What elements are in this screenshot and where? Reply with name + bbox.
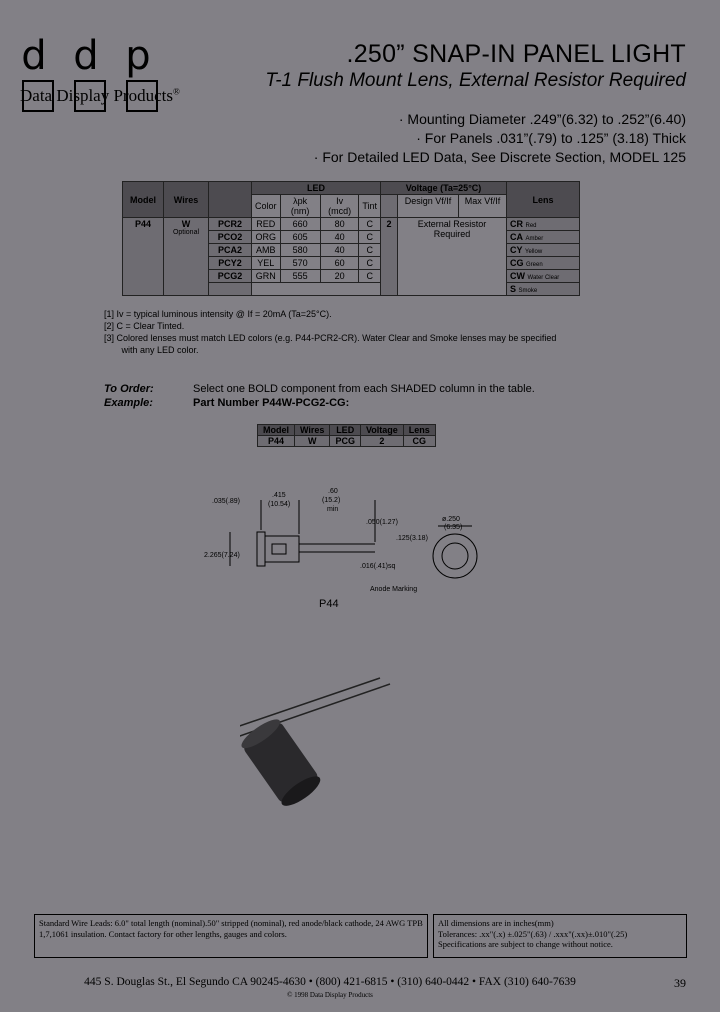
- bullet-led-data: · For Detailed LED Data, See Discrete Section, MODEL 125: [313, 149, 686, 165]
- cell-tint-2: C: [359, 244, 381, 257]
- page-title: .250” SNAP-IN PANEL LIGHT: [346, 40, 686, 68]
- anode-marking-label: Anode Marking: [370, 586, 418, 593]
- cell-wires: [164, 218, 209, 296]
- dim-2265: 2.265(7.24): [204, 552, 240, 559]
- example-label: Example:: [104, 397, 153, 409]
- tol-line-3: Specifications are subject to change without notice.: [438, 939, 613, 949]
- footer-copyright: © 1998 Data Display Products: [287, 991, 373, 999]
- cell-lens-3: CG Green: [507, 257, 580, 270]
- cell-wires-value: W: [181, 219, 191, 229]
- ex-led: PCG: [330, 436, 361, 447]
- ex-th-led: LED: [330, 425, 361, 436]
- lamp-body-shape: [265, 536, 299, 562]
- th-design: Design Vf/If: [398, 195, 459, 218]
- cell-voltage-text: External Resistor Required: [398, 218, 507, 296]
- note-3: [3] Colored lenses must match LED colors (e.g. P44-PCR2-CR). Water Clear and Smoke lenses may be specified: [104, 333, 557, 343]
- cell-tint-0: C: [359, 218, 381, 231]
- page-subtitle: T-1 Flush Mount Lens, External Resistor Required: [265, 70, 686, 91]
- cell-led-empty: [252, 283, 381, 296]
- example-table: [257, 424, 436, 447]
- cell-led-code-3: PCY2: [209, 257, 252, 270]
- ex-th-lens: Lens: [403, 425, 435, 436]
- ex-th-voltage: Voltage: [360, 425, 403, 436]
- flange-shape: [257, 532, 265, 566]
- dim-415: .415: [272, 492, 286, 499]
- note-2: [2] C = Clear Tinted.: [104, 321, 185, 331]
- cell-led-code-4: PCG2: [209, 270, 252, 283]
- th-wires: Wires: [164, 182, 209, 218]
- cell-iv-2: 40: [320, 244, 359, 257]
- ex-model: P44: [258, 436, 295, 447]
- lamp-end-view-shape: [433, 534, 477, 578]
- th-voltage: Voltage (Ta=25°C): [381, 182, 507, 195]
- dim-min: min: [327, 506, 339, 513]
- tolerances-note: [433, 914, 687, 958]
- brand-name: [20, 86, 180, 106]
- logo-letter-d1: d: [21, 33, 47, 79]
- cell-lpk-2: 580: [280, 244, 320, 257]
- dim-250: ø.250: [442, 516, 460, 523]
- product-photo: [240, 668, 410, 808]
- cell-lpk-1: 605: [280, 231, 320, 244]
- footer-address: 445 S. Douglas St., El Segundo CA 90245-4630 • (800) 421-6815 • (310) 640-0442 • FAX (310) 640-7639: [84, 976, 576, 988]
- note-3-cont: with any LED color.: [104, 345, 199, 355]
- bullet-panels: · For Panels .031”(.79) to .125” (3.18) Thick: [416, 130, 686, 146]
- to-order-label: To Order:: [104, 383, 154, 395]
- cell-iv-3: 60: [320, 257, 359, 270]
- cell-voltage-code: 2: [381, 218, 398, 296]
- wire-leads-note: Standard Wire Leads: 6.0" total length (nominal).50" stripped (nominal), red anode/black cathode, 24 AWG TPB 1,7,1061 insulation. Contact factory for other lengths, gauges and colors.: [34, 914, 428, 958]
- cell-color-2: AMB: [252, 244, 281, 257]
- spec-table: [122, 181, 580, 296]
- tol-line-2: Tolerances: .xx"(.x) ±.025"(.63) / .xxx"(.xx)±.010"(.25): [438, 928, 628, 939]
- dim-050: .050(1.27): [366, 519, 398, 526]
- th-lens: Lens: [507, 182, 580, 218]
- ex-voltage: 2: [360, 436, 403, 447]
- cell-lpk-0: 660: [280, 218, 320, 231]
- cell-tint-4: C: [359, 270, 381, 283]
- cell-iv-4: 20: [320, 270, 359, 283]
- brand-name-text: Data Display Products: [20, 86, 173, 105]
- cell-color-3: YEL: [252, 257, 281, 270]
- cell-led-code-2: PCA2: [209, 244, 252, 257]
- cell-iv-0: 80: [320, 218, 359, 231]
- th-tint: Tint: [359, 195, 381, 218]
- th-voltage-code: [381, 195, 398, 218]
- lamp-window-shape: [272, 544, 286, 554]
- cell-color-4: GRN: [252, 270, 281, 283]
- logo-letter-p: p: [125, 33, 151, 79]
- dim-1054: (10.54): [268, 501, 291, 508]
- dim-035: .035(.89): [212, 498, 241, 505]
- th-color: Color: [252, 195, 281, 218]
- ex-lens: CG: [403, 436, 435, 447]
- dim-016: .016(.41)sq: [360, 563, 396, 570]
- cell-lens-4: CW Water Clear: [507, 270, 580, 283]
- to-order-text: Select one BOLD component from each SHADED column in the table.: [193, 383, 535, 395]
- cell-lens-1: CA Amber: [507, 231, 580, 244]
- cell-tint-1: C: [359, 231, 381, 244]
- th-led-code: [209, 182, 252, 218]
- cell-lens-0: CR Red: [507, 218, 580, 231]
- note-1: [1] Iv = typical luminous intensity @ If = 20mA (Ta=25°C).: [104, 309, 332, 319]
- cell-led-code-0: PCR2: [209, 218, 252, 231]
- cell-led-code-5: [209, 283, 252, 296]
- cell-color-1: ORG: [252, 231, 281, 244]
- dimension-drawing: [200, 486, 500, 606]
- cell-iv-1: 40: [320, 231, 359, 244]
- dim-635: (6.35): [444, 524, 463, 531]
- drawing-caption: P44: [319, 598, 339, 610]
- example-text: Part Number P44W-PCG2-CG:: [193, 397, 350, 409]
- bullet-mounting: · Mounting Diameter .249”(6.32) to .252”(6.40): [398, 111, 686, 127]
- lamp-inner-shape: [442, 543, 468, 569]
- cell-model: P44: [123, 218, 164, 296]
- th-lpk: λpk (nm): [280, 195, 320, 218]
- dim-60: .60: [328, 488, 338, 495]
- th-max: Max Vf/If: [458, 195, 506, 218]
- logo-letter-d2: d: [73, 33, 99, 79]
- cell-lpk-3: 570: [280, 257, 320, 270]
- cell-wires-optional: Optional: [172, 229, 200, 236]
- cell-led-code-1: PCO2: [209, 231, 252, 244]
- ex-th-wires: Wires: [295, 425, 330, 436]
- ex-th-model: Model: [258, 425, 295, 436]
- page-number: 39: [674, 976, 686, 990]
- th-iv: Iv (mcd): [320, 195, 359, 218]
- cell-color-0: RED: [252, 218, 281, 231]
- ex-wires: W: [295, 436, 330, 447]
- cell-tint-3: C: [359, 257, 381, 270]
- th-model: Model: [123, 182, 164, 218]
- dim-125: .125(3.18): [396, 535, 428, 542]
- cell-lpk-4: 555: [280, 270, 320, 283]
- cell-lens-2: CY Yellow: [507, 244, 580, 257]
- dim-152: (15.2): [322, 497, 341, 504]
- reg-mark: ®: [172, 86, 180, 97]
- tol-line-1: All dimensions are in inches(mm): [438, 918, 554, 928]
- th-led: LED: [252, 182, 381, 195]
- cell-lens-5: S Smoke: [507, 283, 580, 296]
